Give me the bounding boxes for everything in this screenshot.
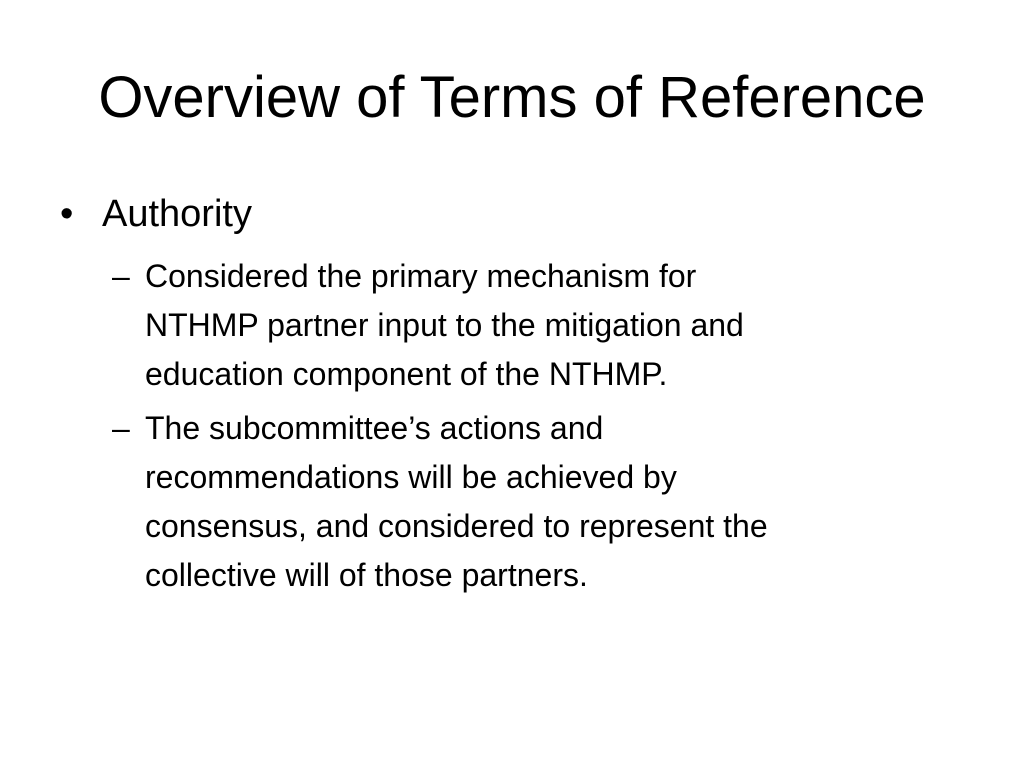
text-line: recommendations will be achieved by	[145, 459, 677, 495]
sub-bullet-text	[145, 404, 935, 600]
text-line: Considered the primary mechanism for	[145, 258, 697, 294]
slide-title: Overview of Terms of Reference	[98, 65, 926, 130]
text-line: consensus, and considered to represent the	[145, 508, 768, 544]
dash-marker: –	[112, 258, 130, 294]
text-line: education component of the NTHMP.	[145, 356, 668, 392]
dash-marker: –	[112, 410, 130, 446]
text-line: collective will of those partners.	[145, 557, 588, 593]
text-line: The subcommittee’s actions and	[145, 410, 604, 446]
bullet-marker: •	[60, 193, 74, 235]
text-line: NTHMP partner input to the mitigation and	[145, 307, 744, 343]
sub-bullet-text	[145, 252, 935, 399]
bullet-text: Authority	[102, 193, 252, 235]
